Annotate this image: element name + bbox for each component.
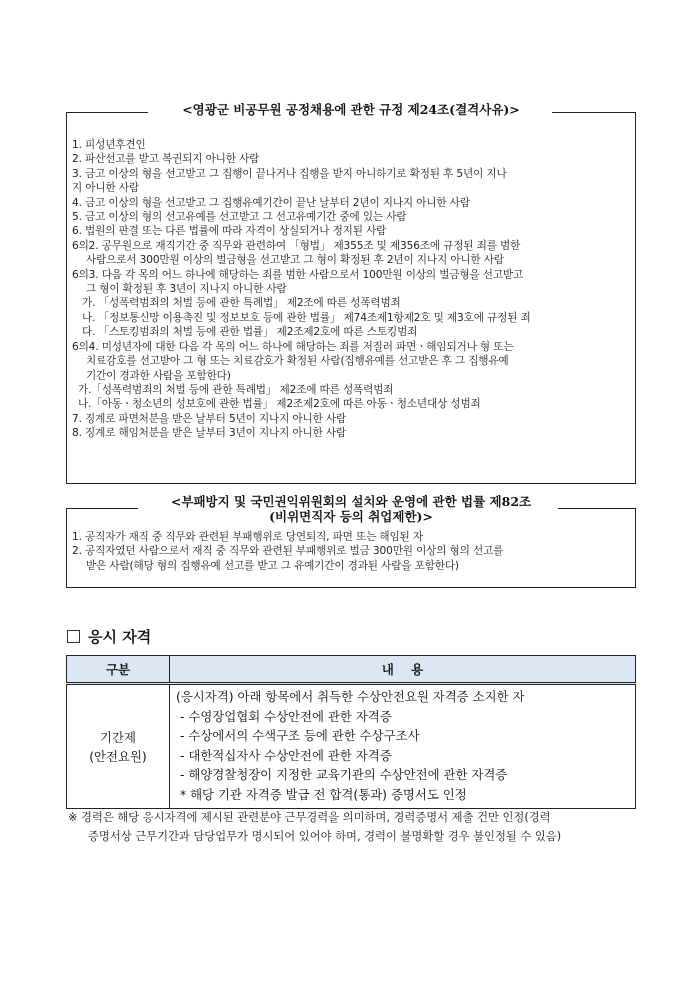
disqualification-list <box>72 138 632 441</box>
anti-corruption-box <box>66 494 636 588</box>
list-item: 1. 피성년후견인 <box>72 139 146 151</box>
note-line2: 증명서상 근무기간과 담당업무가 명시되어 있어야 하며, 경력이 불명확할 경우 불인정될 수 있음) <box>88 830 562 843</box>
table-row <box>67 684 636 809</box>
list-item: 치료감호를 선고받아 그 형 또는 치료감호가 확정된 사람(집행유예를 선고받은 후 그 집행유예 <box>86 355 509 368</box>
section-title <box>67 626 151 647</box>
list-item: 6의3. 다음 각 목의 어느 하나에 해당하는 죄를 범한 사람으로서 100만원 이상의 벌금형을 선고받고 <box>72 268 524 281</box>
content-line: - 수영장업협회 수상안전에 관한 자격증 <box>176 708 392 724</box>
header-category: 구분 <box>67 656 170 684</box>
list-item: 6의2. 공무원으로 재직기간 중 직무와 관련하여 「형법」 제355조 및 제356조에 규정된 죄를 범한 <box>72 239 521 252</box>
list-item: 그 형이 확정된 후 3년이 지나지 아니한 사람 <box>86 283 287 296</box>
disqualification-box <box>66 102 636 484</box>
content-cell <box>170 684 636 809</box>
category-line2: (안전요원) <box>89 748 147 764</box>
list-item: 다. 「스토킹범죄의 처벌 등에 관한 법률」 제2조제2호에 따른 스토킹범죄 <box>82 326 418 339</box>
list-item: 가. 「성폭력범죄의 처벌 등에 관한 특례법」 제2조에 따른 성폭력범죄 <box>82 297 401 310</box>
list-item: 4. 금고 이상의 형을 선고받고 그 집행유예기간이 끝난 날부터 2년이 지나지 아니한 사람 <box>72 196 470 209</box>
anti-corruption-title-line2: (비위면직자 등의 취업제한)> <box>269 509 433 524</box>
list-item: 8. 징계로 해임처분을 받은 날부터 3년이 지나지 아니한 사람 <box>72 427 347 440</box>
category-line1: 기간제 <box>100 729 136 745</box>
list-item: 3. 금고 이상의 형을 선고받고 그 집행이 끝나거나 집행을 받지 아니하기로 확정된 후 5년이 지나 <box>72 167 507 180</box>
list-item: 받은 사람(해당 형의 집행유예 선고를 받고 그 유예기간이 경과된 사람을 포함한다) <box>86 559 459 572</box>
section-title-text: 응시 자격 <box>88 628 152 646</box>
content-line: - 수상에서의 수색구조 등에 관한 수상구조사 <box>176 728 420 743</box>
list-item: 기간이 경과한 사람을 포함한다) <box>86 369 231 382</box>
list-item: 나.「아동ㆍ청소년의 성보호에 관한 법률」 제2조제2호에 따른 아동ㆍ청소년대상 성범죄 <box>78 398 481 411</box>
anti-corruption-list <box>72 530 632 573</box>
list-item: 사람으로서 300만원 이상의 벌금형을 선고받고 그 형이 확정된 후 2년이 지나지 아니한 사람 <box>86 254 504 267</box>
qualification-table <box>66 655 636 809</box>
category-cell <box>67 684 170 809</box>
disqualification-title: <영광군 비공무원 공정채용에 관한 규정 제24조(결격사유)> <box>182 102 520 117</box>
list-item: 2. 공직자였던 사람으로서 재직 중 직무와 관련된 부패행위로 벌금 300만원 이상의 형의 선고를 <box>72 545 504 558</box>
list-item: 7. 징계로 파면처분을 받은 날부터 5년이 지나지 아니한 사람 <box>72 412 347 425</box>
list-item: 1. 공직자가 재직 중 직무와 관련된 부패행위로 당연퇴직, 파면 또는 해임된 자 <box>72 531 423 543</box>
checkbox-square-icon <box>67 630 80 643</box>
list-item: 나. 「정보통신망 이용촉진 및 정보보호 등에 관한 법률」 제74조제1항제2호 및 제3호에 규정된 죄 <box>82 311 531 324</box>
list-item: 5. 금고 이상의 형의 선고유예를 선고받고 그 선고유예기간 중에 있는 사람 <box>72 211 407 224</box>
content-line: - 해양경찰청장이 지정한 교육기관의 수상안전에 관한 자격증 <box>176 767 508 782</box>
list-item: 2. 파산선고를 받고 복권되지 아니한 사람 <box>72 153 260 166</box>
list-item: 지 아니한 사람 <box>72 182 139 195</box>
content-line: (응시자격) 아래 항목에서 취득한 수상안전요원 자격증 소지한 자 <box>176 689 525 704</box>
content-line: * 해당 기관 자격증 발급 전 합격(통과) 증명서도 인정 <box>176 786 467 802</box>
note-line1: ※ 경력은 해당 응시자격에 제시된 관련분야 근무경력을 의미하며, 경력증명서 제출 건만 인정(경력 <box>68 811 551 824</box>
list-item: 가.「성폭력범죄의 처벌 등에 관한 특례법」 제2조에 따른 성폭력범죄 <box>78 383 394 396</box>
content-line: - 대한적십자사 수상안전에 관한 자격증 <box>176 747 392 763</box>
list-item: 6. 법원의 판결 또는 다른 법률에 따라 자격이 상실되거나 정지된 사람 <box>72 225 387 238</box>
header-content: 내 용 <box>170 656 636 684</box>
table-header-row <box>67 656 636 684</box>
list-item: 6의4. 미성년자에 대한 다음 각 목의 어느 하나에 해당하는 죄를 저질러 파면ㆍ해임되거나 형 또는 <box>72 340 514 353</box>
career-note <box>68 808 648 846</box>
anti-corruption-title-line1: <부패방지 및 국민권익위원회의 설치와 운영에 관한 법률 제82조 <box>170 494 532 509</box>
